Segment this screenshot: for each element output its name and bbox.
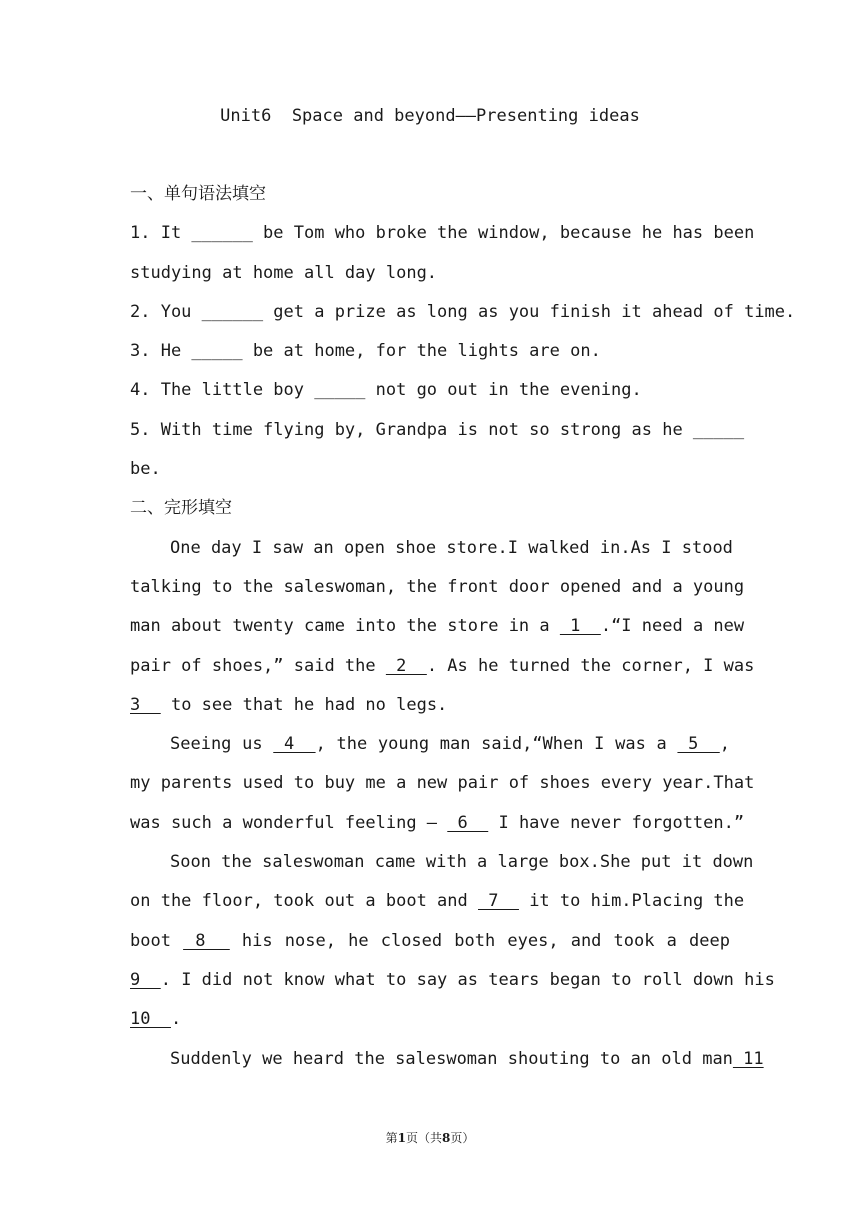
passage-text: .“I need a new (600, 616, 745, 637)
cloze-blank-6: 6 (447, 812, 489, 833)
cloze-blank-11: 11 (732, 1048, 764, 1069)
cloze-blank-10: 10 (130, 1009, 171, 1030)
document-body (130, 175, 796, 1079)
passage-line (130, 922, 730, 961)
passage-text: to see that he had no legs. (160, 694, 448, 715)
passage-text: on the floor, took out a boot and (130, 891, 478, 912)
question-line: 5. With time flying by, Grandpa is not so strong as he _____ (130, 419, 745, 440)
passage-text: man about twenty came into the store in a (130, 616, 560, 637)
question-line: 4. The little boy _____ not go out in the evening. (130, 380, 642, 401)
document-title: Unit6 Space and beyond——Presenting ideas (220, 106, 640, 126)
page-footer (0, 1129, 860, 1146)
cloze-blank-2: 2 (385, 655, 427, 676)
cloze-blank-5: 5 (677, 734, 720, 755)
cloze-blank-8: 8 (183, 930, 230, 951)
passage-line (130, 882, 745, 921)
passage-line (130, 1000, 730, 1039)
passage-line (130, 607, 745, 646)
section-heading-cloze: 二、完形填空 (130, 498, 232, 519)
passage-text: . As he turned the corner, I was (426, 655, 755, 676)
passage-text: , (719, 734, 730, 755)
passage-line (130, 961, 775, 1000)
passage-line: talking to the saleswoman, the front door opened and a young (130, 576, 745, 597)
cloze-blank-9: 9 (130, 969, 161, 990)
passage-text: . (170, 1009, 182, 1030)
passage-text: his nose, he closed both eyes, and took a deep (229, 930, 730, 951)
passage-line (130, 725, 730, 764)
passage-line (130, 647, 755, 686)
section-heading-grammar: 一、单句语法填空 (130, 184, 266, 204)
question-line: studying at home all day long. (130, 262, 438, 283)
cloze-blank-3: 3 (130, 694, 161, 715)
total-page-number: 8 (442, 1131, 451, 1145)
cloze-blank-7: 7 (478, 891, 519, 912)
current-page-number: 1 (397, 1131, 406, 1145)
footer-text: 页（共 (405, 1131, 442, 1145)
question-line: 1. It ______ be Tom who broke the window, because he has been (130, 223, 755, 244)
passage-text: Suddenly we heard the saleswoman shouting to an old man (170, 1048, 733, 1069)
footer-text: 第 (385, 1131, 398, 1145)
passage-text: I have never forgotten.” (488, 812, 745, 833)
passage-line (130, 1040, 764, 1079)
question-line: 3. He _____ be at home, for the lights are on. (130, 341, 601, 362)
question-line: be. (130, 459, 161, 480)
passage-line: my parents used to buy me a new pair of shoes every year.That (130, 773, 755, 794)
passage-line: One day I saw an open shoe store.I walked in.As I stood (170, 537, 733, 558)
passage-line (130, 804, 745, 843)
passage-text: it to him.Placing the (518, 891, 745, 912)
passage-text: . I did not know what to say as tears began to roll down his (160, 969, 775, 990)
passage-line (130, 686, 730, 725)
cloze-blank-4: 4 (273, 734, 316, 755)
passage-line: Soon the saleswoman came with a large box.She put it down (170, 852, 754, 873)
footer-text: 页） (450, 1131, 475, 1145)
cloze-blank-1: 1 (559, 616, 601, 637)
passage-text: was such a wonderful feeling — (130, 812, 448, 833)
passage-text: pair of shoes,” said the (130, 655, 386, 676)
passage-text: boot (130, 930, 184, 951)
passage-text: , the young man said,“When I was a (315, 734, 678, 755)
passage-text: Seeing us (170, 734, 274, 755)
question-line: 2. You ______ get a prize as long as you finish it ahead of time. (130, 301, 796, 322)
